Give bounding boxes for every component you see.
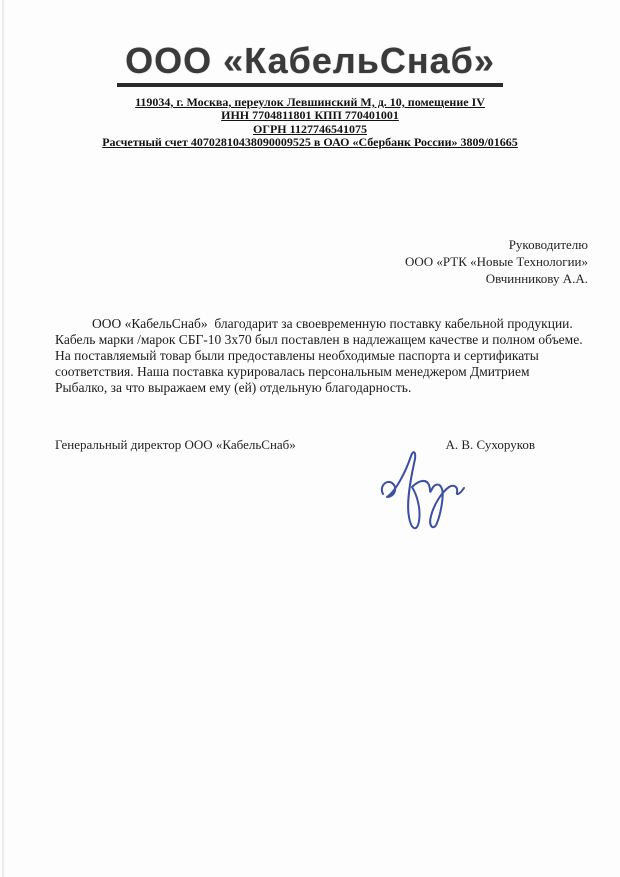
signer-position-title: Генеральный директор ООО «КабельСнаб» xyxy=(55,437,296,452)
letter-body-paragraph: ООО «КабельСнаб» благодарит за своевременную поставку кабельной продукции. Кабель марки /марок СБГ-10 3х70 был поставлен в надлежащем качестве и полном объеме. На поставляемый товар были предоставлены необходимые паспорта и сертификаты соответствия. Наша поставка курировалась персональным менеджером Дмитрием Рыбалко, за что выражаем ему (ей) отдельную благодарность. xyxy=(55,316,586,395)
recipient-person: Овчинникову А.А. xyxy=(485,271,588,286)
letterhead-bank-account-line: Расчетный счет 40702810438090009525 в ОАО «Сбербанк России» 3809/01665 xyxy=(102,135,518,150)
recipient-block xyxy=(405,236,588,287)
signature-stroke xyxy=(382,452,464,528)
letterhead xyxy=(0,42,620,150)
company-name: ООО «КабельСнаб» xyxy=(117,42,503,87)
signer-name: А. В. Сухоруков xyxy=(445,437,535,452)
handwritten-signature xyxy=(376,447,476,539)
letterhead-inn-kpp-line: ИНН 7704811801 КПП 770401001 xyxy=(221,108,399,123)
letterhead-address-line: 119034, г. Москва, переулок Левшинский М, д. 10, помещение IV xyxy=(135,94,485,109)
letterhead-ogrn-line: ОГРН 1127746541075 xyxy=(253,121,367,136)
recipient-role: Руководителю xyxy=(508,237,588,252)
recipient-company: ООО «РТК «Новые Технологии» xyxy=(404,254,588,269)
letterhead-details xyxy=(0,96,620,150)
